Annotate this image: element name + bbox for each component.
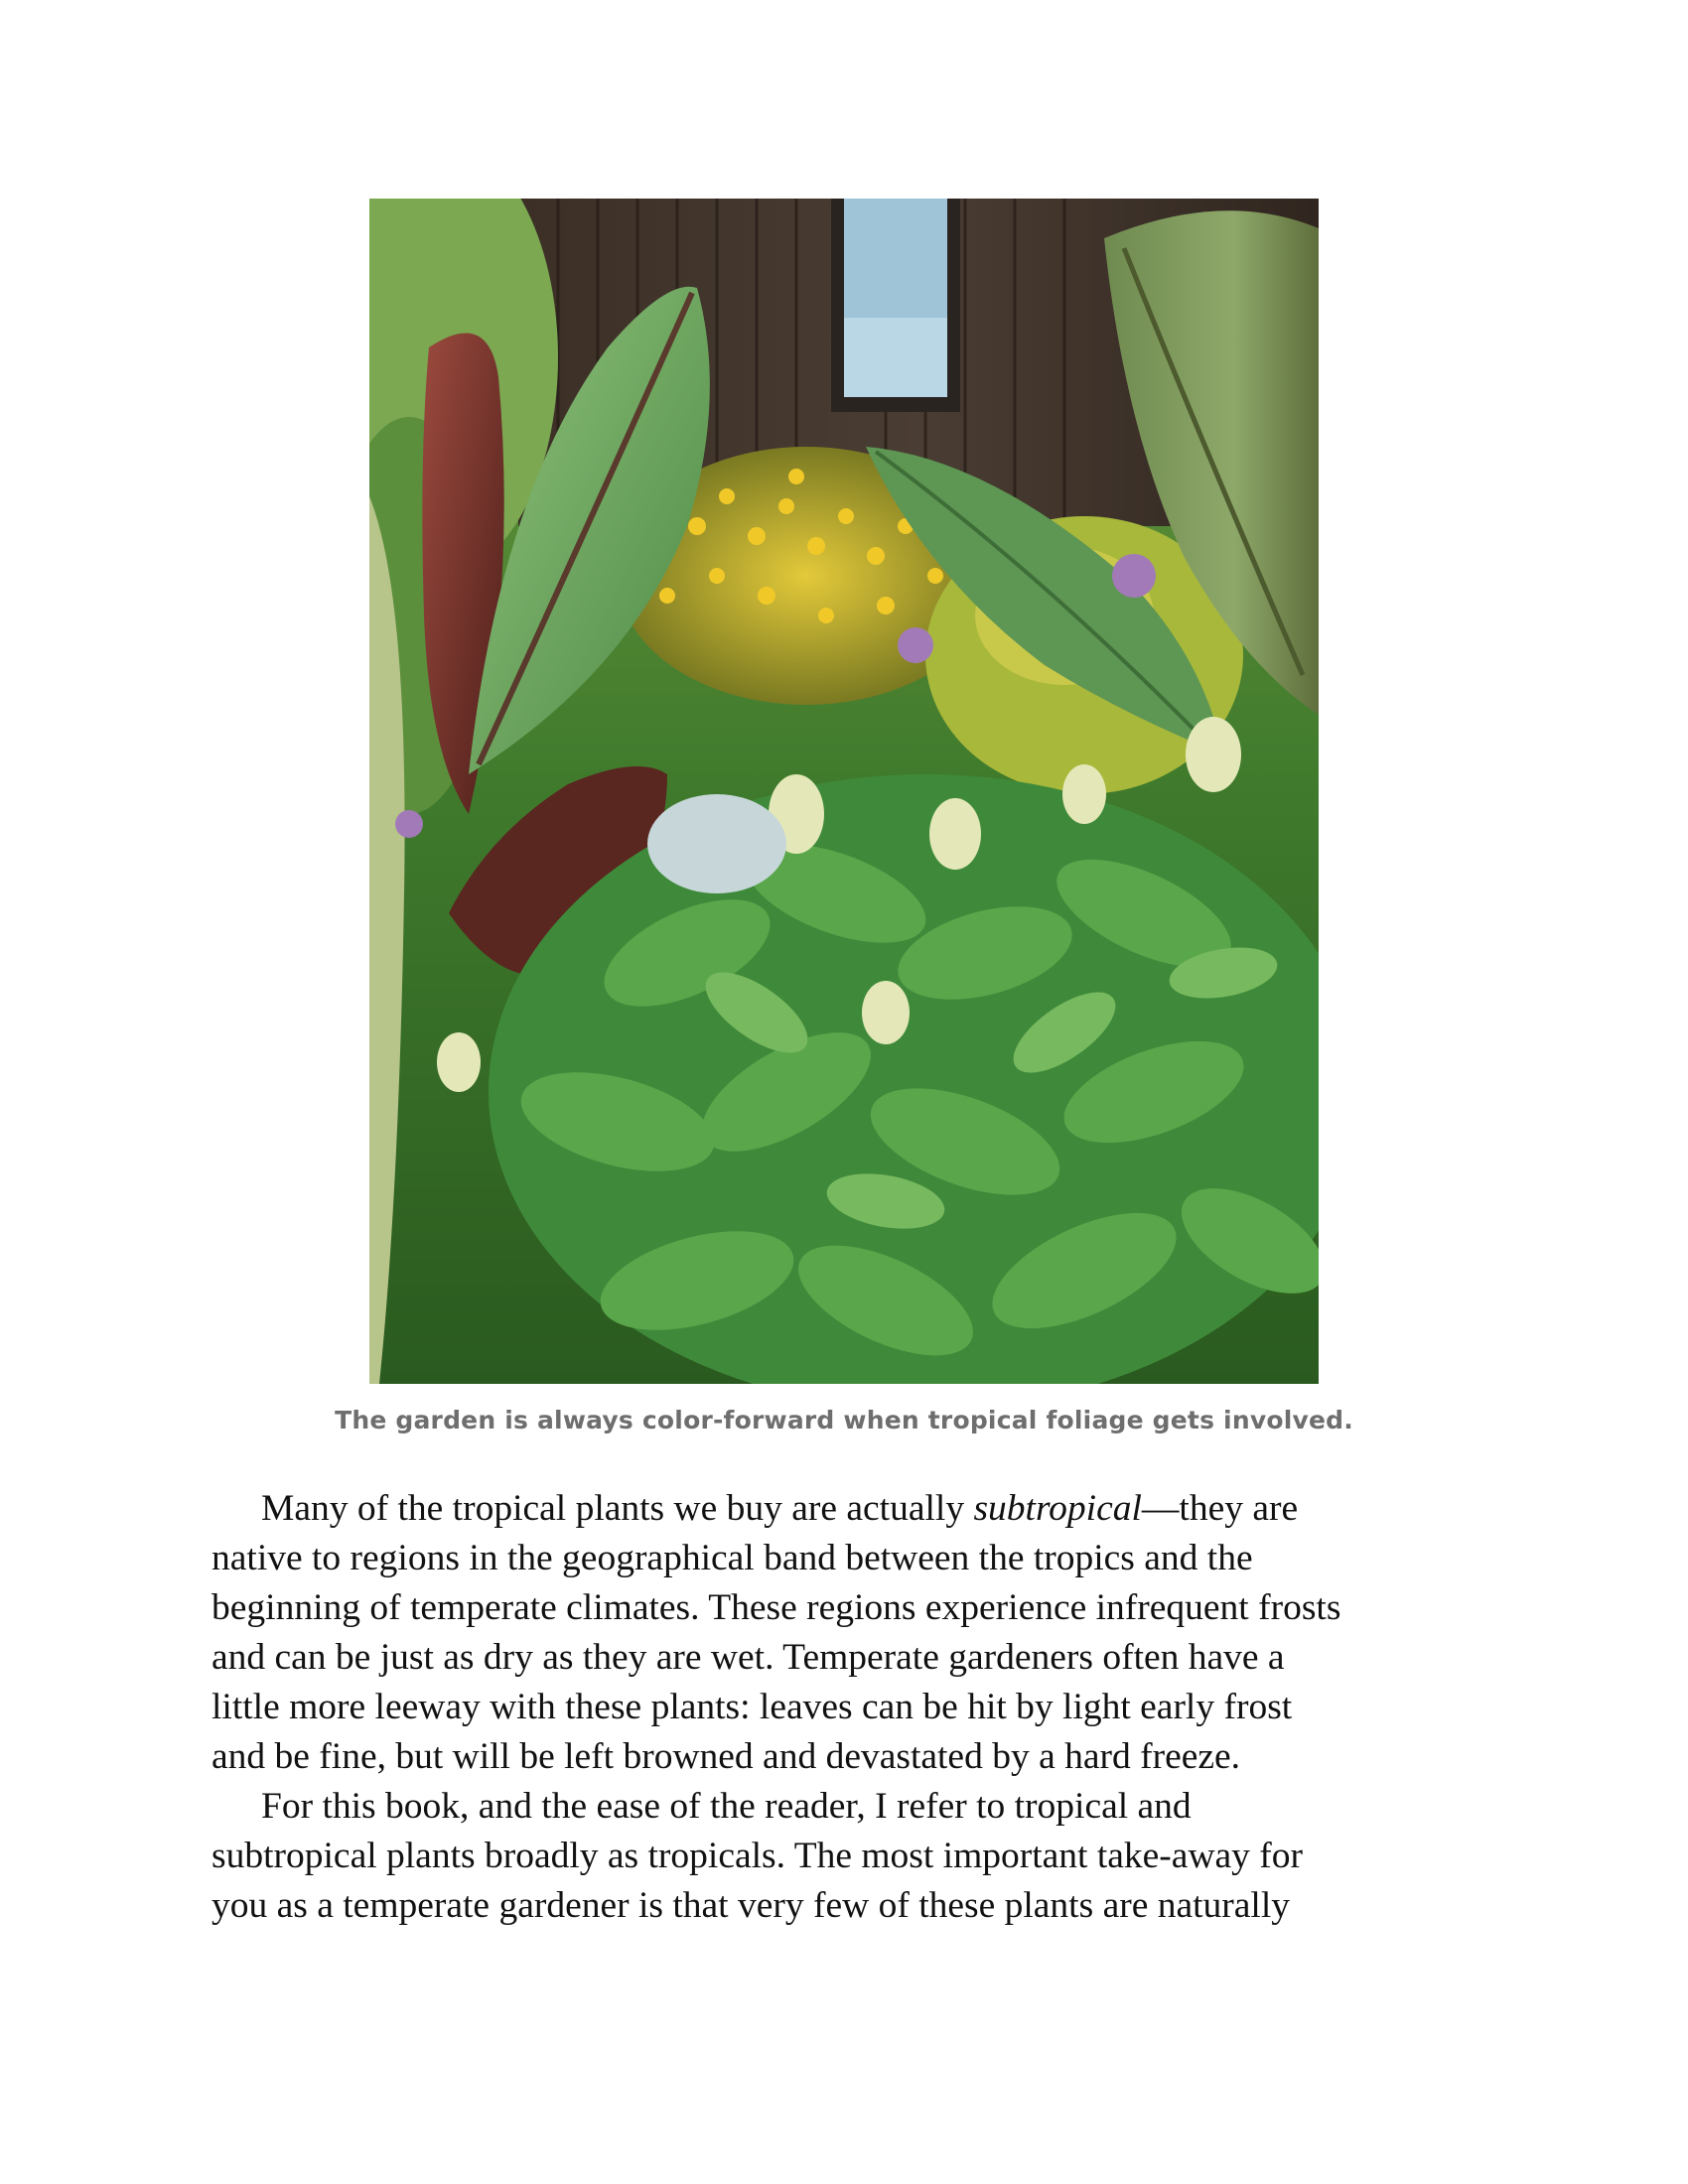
paragraph-line: For this book, and the ease of the reader, I refer to tropical and: [261, 1786, 1192, 1827]
paragraph-line: native to regions in the geographical band between the tropics and the: [211, 1538, 1253, 1578]
garden-photo-illustration: [369, 199, 1319, 1384]
paragraph-line: you as a temperate gardener is that very few of these plants are naturally: [211, 1885, 1290, 1926]
text-run: Many of the tropical plants we buy are actually: [261, 1488, 974, 1529]
figure-caption: The garden is always color-forward when tropical foliage gets involved.: [335, 1406, 1353, 1434]
paragraph-1: [211, 1484, 1502, 1782]
paragraph-line: and can be just as dry as they are wet. Temperate gardeners often have a: [211, 1637, 1285, 1678]
paragraph-line: beginning of temperate climates. These regions experience infrequent frosts: [211, 1587, 1341, 1628]
paragraph-line: [211, 1484, 1502, 1534]
paragraph-line: and be fine, but will be left browned and devastated by a hard freeze.: [211, 1736, 1241, 1777]
paragraph-line: subtropical plants broadly as tropicals. The most important take-away for: [211, 1836, 1304, 1876]
paragraph-2: [211, 1782, 1502, 1931]
body-text: [211, 1484, 1502, 1931]
text-run: —they are: [1141, 1488, 1299, 1529]
paragraph-line: little more leeway with these plants: leaves can be hit by light early frost: [211, 1687, 1293, 1727]
garden-photo: [369, 199, 1319, 1384]
emphasis-text: subtropical: [973, 1488, 1142, 1529]
